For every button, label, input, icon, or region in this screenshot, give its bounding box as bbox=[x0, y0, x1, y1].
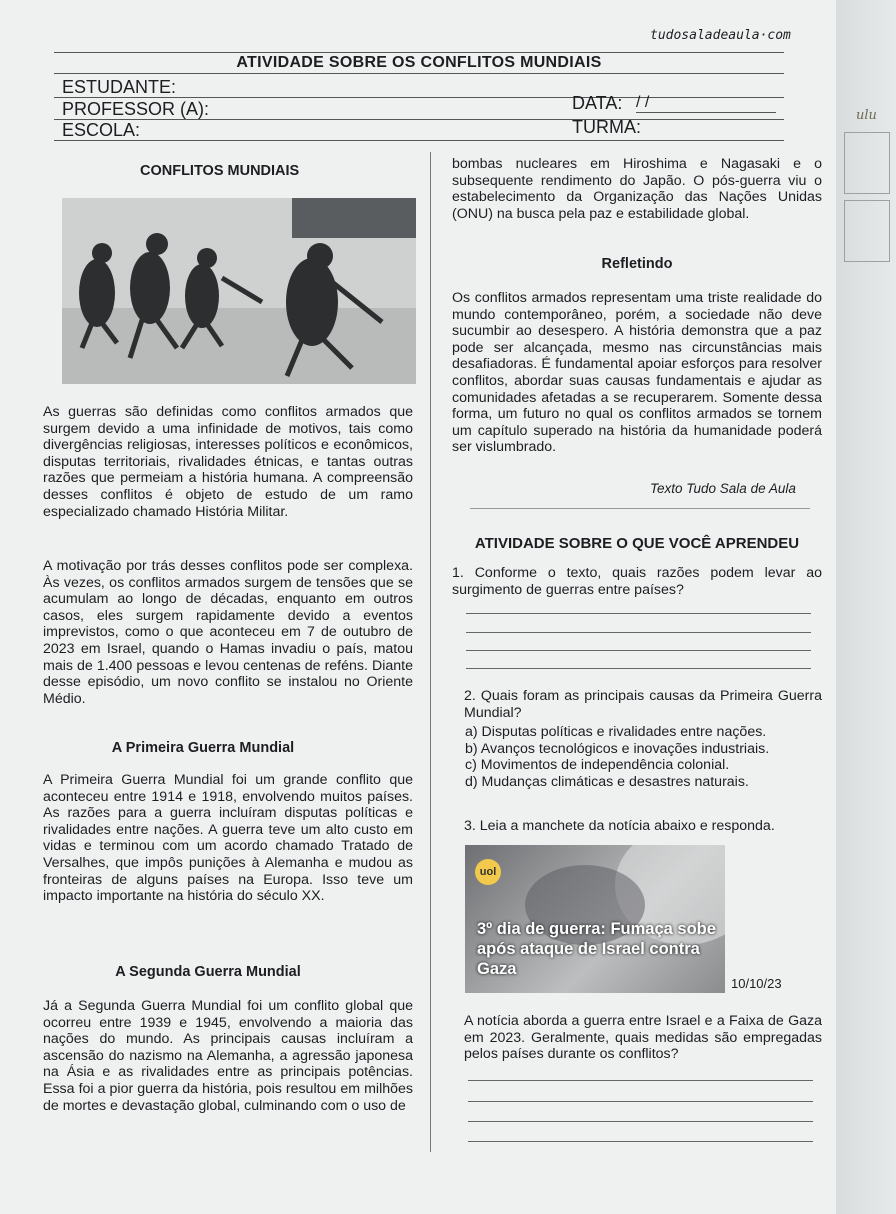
question-2-options bbox=[465, 724, 825, 790]
adjacent-page-edge bbox=[836, 0, 896, 1214]
site-name: tudosaladeaula·com bbox=[650, 28, 791, 43]
student-label: ESTUDANTE: bbox=[62, 77, 177, 97]
column-divider bbox=[430, 152, 431, 1152]
option-b[interactable]: b) Avanços tecnológicos e inovações industriais. bbox=[465, 740, 770, 757]
motivation-paragraph: A motivação por trás desses conflitos pode ser complexa. Às vezes, os conflitos armados surgem de tensões que se acumulam ao longo de décadas, enquanto em outros casos, eles surgem rapidamente devido a eventos imprevistos, como o que aconteceu em 7 de outubro de 2023 em Israel, quando o Hamas invadiu o país, matou mais de 1.400 pessoas e levou centenas de reféns. Diante desse episódio, um novo conflito se instalou no Oriente Médio. bbox=[43, 558, 413, 707]
question-2: 2. Quais foram as principais causas da Primeira Guerra Mundial? bbox=[464, 688, 822, 721]
school-label: ESCOLA: bbox=[62, 120, 141, 140]
answer-line[interactable] bbox=[466, 668, 811, 669]
news-date: 10/10/23 bbox=[731, 976, 782, 991]
ww1-title: A Primeira Guerra Mundial bbox=[111, 740, 295, 756]
source-line bbox=[470, 508, 810, 509]
answer-line[interactable] bbox=[468, 1141, 813, 1142]
main-title: CONFLITOS MUNDIAIS bbox=[140, 163, 300, 179]
question-1: 1. Conforme o texto, quais razões podem levar ao surgimento de guerras entre países? bbox=[452, 565, 822, 598]
answer-line[interactable] bbox=[466, 613, 811, 614]
answer-line[interactable] bbox=[468, 1121, 813, 1122]
ww2-paragraph: Já a Segunda Guerra Mundial foi um conflito global que ocorreu entre 1939 e 1945, envolvendo a maioria das nações do mundo. As principais causas incluíram a ascensão do nazismo na Alemanha, a agressão japonesa na Ásia e as rivalidades entre as principais potências. Essa foi a pior guerra da história, pois resultou em milhões de mortes e devastação global, culminando com o uso de bbox=[43, 998, 413, 1114]
date-slashes: / / bbox=[636, 94, 650, 111]
option-c[interactable]: c) Movimentos de independência colonial. bbox=[465, 757, 730, 774]
option-a[interactable]: a) Disputas políticas e rivalidades entre nações. bbox=[465, 724, 767, 740]
answer-line[interactable] bbox=[468, 1080, 813, 1081]
ww2-continuation: bombas nucleares em Hiroshima e Nagasaki e o subsequente rendimento do Japão. O pós-guerra viu o estabelecimento da Organização das Nações Unidas (ONU) na busca pela paz e estabilidade global. bbox=[452, 156, 822, 222]
teacher-label: PROFESSOR (A): bbox=[62, 99, 210, 119]
activity-title: ATIVIDADE SOBRE O QUE VOCÊ APRENDEU bbox=[474, 535, 800, 552]
teacher-line[interactable] bbox=[54, 119, 784, 120]
reflect-paragraph: Os conflitos armados representam uma triste realidade do mundo contemporâneo, porém, a sociedade não deve sucumbir ao desespero. A história demonstra que a paz pode ser alcançada, mesmo nas circunstâncias mais desafiadoras. É fundamental apoiar esforços para resolver conflitos, abordar suas causas fundamentais e ajudar as comunidades afetadas a se recuperarem. Somente dessa forma, um futuro no qual os conflitos armados se tornem um capítulo superado na história da humanidade poderá ser vislumbrado. bbox=[452, 290, 822, 456]
question-3: 3. Leia a manchete da notícia abaixo e responda. bbox=[464, 818, 775, 834]
source-credit: Texto Tudo Sala de Aula bbox=[650, 481, 796, 496]
reflect-title: Refletindo bbox=[601, 256, 673, 272]
answer-line[interactable] bbox=[468, 1101, 813, 1102]
news-headline: 3º dia de guerra: Fumaça sobe após ataque de Israel contra Gaza bbox=[477, 920, 716, 978]
margin-box bbox=[844, 200, 890, 262]
margin-box bbox=[844, 132, 890, 194]
intro-paragraph: As guerras são definidas como conflitos armados que surgem devido a uma infinidade de motivos, tais como divergências religiosas, interesses políticos e econômicos, disputas territoriais, rivalidades étnicas, e tantas outras razões que permeiam a história humana. A compreensão desses conflitos é objeto de estudo de um ramo especializado chamado História Militar. bbox=[43, 404, 413, 520]
pencil-mark: ulu bbox=[856, 108, 877, 123]
answer-line[interactable] bbox=[466, 650, 811, 651]
school-line[interactable] bbox=[54, 140, 784, 141]
soldiers-photo bbox=[62, 198, 416, 384]
ww2-title: A Segunda Guerra Mundial bbox=[115, 964, 301, 980]
class-label: TURMA: bbox=[572, 117, 641, 137]
ww1-paragraph: A Primeira Guerra Mundial foi um grande conflito que aconteceu entre 1914 e 1918, envolvendo muitos países. As razões para a guerra incluíram disputas políticas e rivalidades entre nações. A guerra teve um alto custo em vidas e terminou com um acordo chamado Tratado de Versalhes, que impôs punições à Alemanha e mudou as fronteiras de alguns países na Europa. Isso teve um impacto importante na história do século XX. bbox=[43, 772, 413, 905]
option-d[interactable]: d) Mudanças climáticas e desastres naturais. bbox=[465, 773, 749, 790]
uol-logo-icon: uol bbox=[475, 859, 501, 885]
answer-line[interactable] bbox=[466, 632, 811, 633]
question-3-text: A notícia aborda a guerra entre Israel e a Faixa de Gaza em 2023. Geralmente, quais medidas são empregadas pelos países durante os conflitos? bbox=[464, 1013, 822, 1063]
date-line[interactable] bbox=[636, 112, 776, 113]
news-headline-image bbox=[465, 845, 725, 993]
date-label: DATA: bbox=[572, 93, 623, 113]
worksheet-title: ATIVIDADE SOBRE OS CONFLITOS MUNDIAIS bbox=[54, 52, 784, 74]
